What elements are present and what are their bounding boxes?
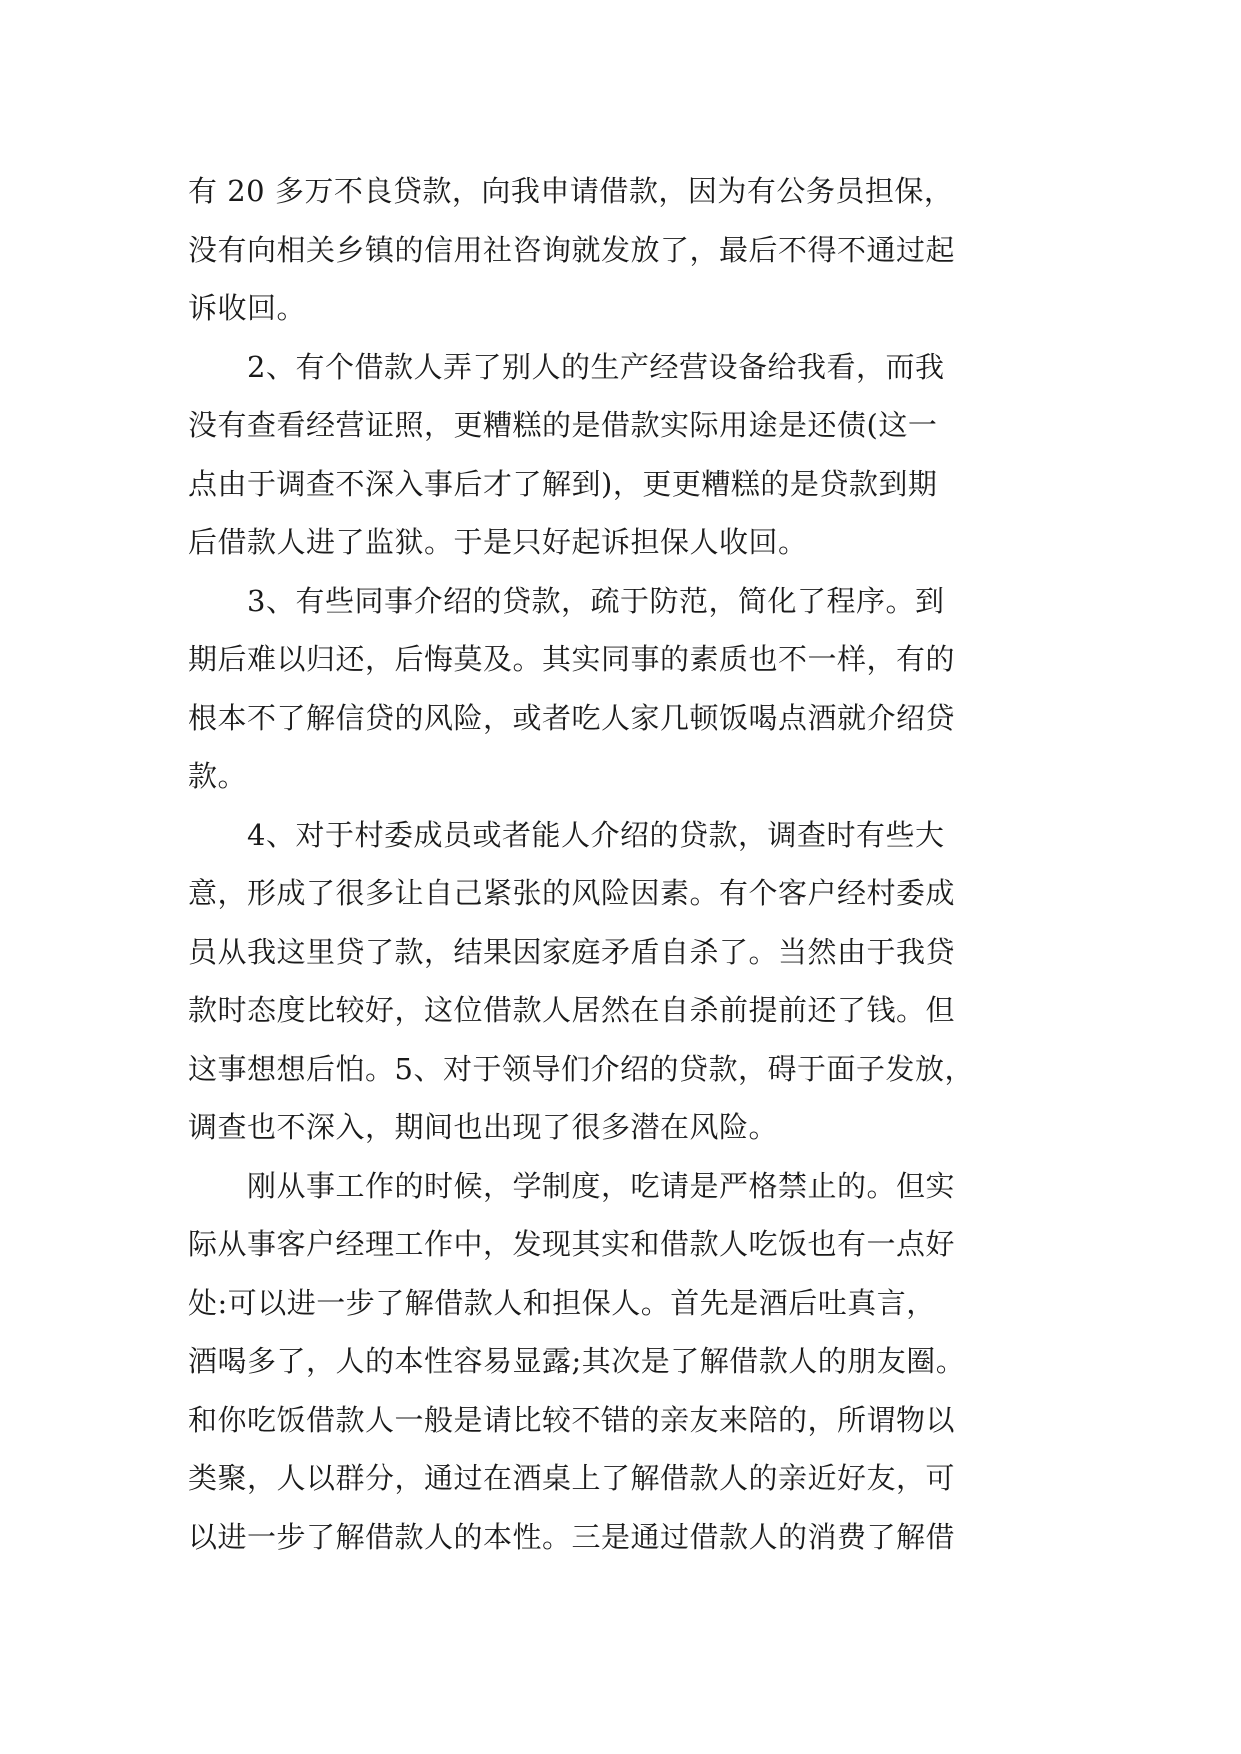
text-line-1: 有 20 多万不良贷款，向我申请借款，因为有公务员担保， [188,174,954,208]
text-line-12: 4、对于村委成员或者能人介绍的贷款，调查时有些大 [188,817,945,852]
text-line-4: 2、有个借款人弄了别人的生产经营设备给我看，而我 [188,349,945,384]
document-body [188,162,1058,1566]
text-line-2: 没有向相关乡镇的信用社咨询就发放了，最后不得不通过起 [188,232,956,267]
text-line-10: 根本不了解信贷的风险，或者吃人家几顿饭喝点酒就介绍贷 [188,700,956,735]
text-line-7: 后借款人进了监狱。于是只好起诉担保人收回。 [188,525,808,559]
text-line-5: 没有查看经营证照，更糟糕的是借款实际用途是还债(这一 [188,408,938,442]
text-line-9: 期后难以归还，后悔莫及。其实同事的素质也不一样，有的 [188,642,956,676]
text-line-6: 点由于调查不深入事后才了解到)，更更糟糕的是贷款到期 [188,466,938,501]
text-line-8: 3、有些同事介绍的贷款，疏于防范，简化了程序。到 [188,583,945,618]
text-line-23: 类聚，人以群分，通过在酒桌上了解借款人的亲近好友，可 [188,1461,956,1495]
text-line-24: 以进一步了解借款人的本性。三是通过借款人的消费了解借 [188,1519,956,1554]
text-line-18: 刚从事工作的时候，学制度，吃请是严格禁止的。但实 [188,1168,956,1203]
text-line-22: 和你吃饭借款人一般是请比较不错的亲友来陪的，所谓物以 [188,1402,956,1437]
text-line-14: 员从我这里贷了款，结果因家庭矛盾自杀了。当然由于我贷 [188,934,956,969]
text-line-17: 调查也不深入，期间也出现了很多潜在风险。 [188,1110,779,1144]
text-line-19: 际从事客户经理工作中，发现其实和借款人吃饭也有一点好 [188,1227,956,1261]
text-line-16: 这事想想后怕。5、对于领导们介绍的贷款，碍于面子发放， [188,1051,974,1086]
text-line-11: 款。 [188,759,248,793]
text-line-15: 款时态度比较好，这位借款人居然在自杀前提前还了钱。但 [188,993,956,1027]
text-line-13: 意，形成了很多让自己紧张的风险因素。有个客户经村委成 [188,876,956,910]
text-line-21: 酒喝多了，人的本性容易显露;其次是了解借款人的朋友圈。 [188,1344,966,1378]
text-line-20: 处:可以进一步了解借款人和担保人。首先是酒后吐真言， [188,1285,936,1320]
text-line-3: 诉收回。 [188,291,307,325]
